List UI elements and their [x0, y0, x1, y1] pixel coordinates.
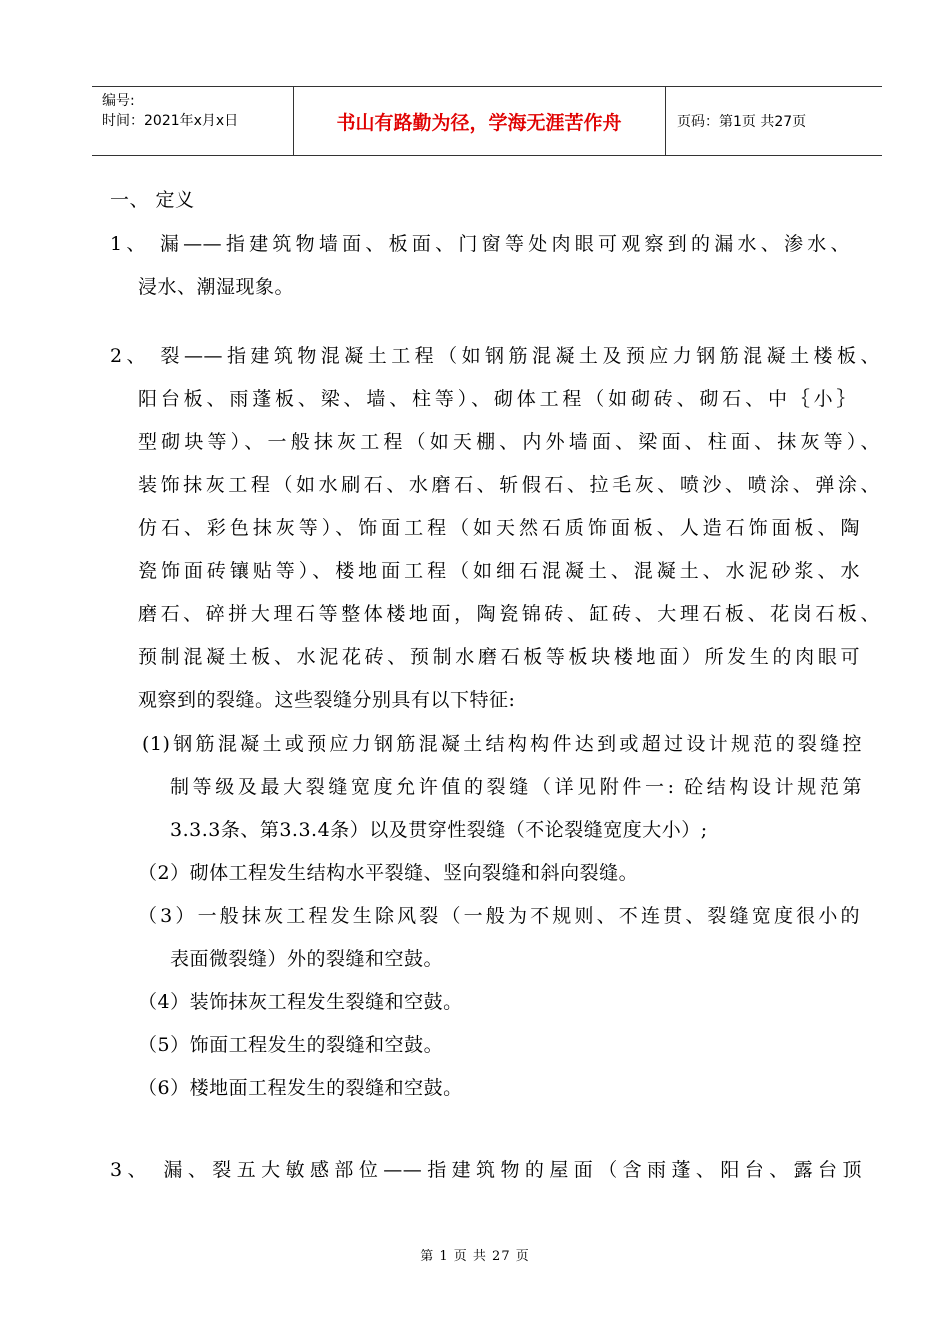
paragraph-line: 型砌块等）、一般抹灰工程（如天棚、内外墙面、梁面、柱面、抹灰等）、	[138, 431, 880, 453]
list-item: （4）装饰抹灰工程发生裂缝和空鼓。	[138, 991, 463, 1013]
list-item-line: 3.3.3条、第3.3.4条）以及贯穿性裂缝（不论裂缝宽度大小）;	[170, 819, 708, 841]
document-header	[92, 86, 882, 156]
paragraph-line: 2、 裂——指建筑物混凝土工程（如钢筋混凝土及预应力钢筋混凝土楼板、	[110, 345, 880, 367]
document-time-label: 时间：2021年x月x日	[102, 113, 239, 129]
paragraph-line: 3、 漏、裂五大敏感部位——指建筑物的屋面（含雨蓬、阳台、露台顶	[110, 1159, 862, 1181]
header-meta	[102, 91, 238, 131]
list-item-line: （3）一般抹灰工程发生除风裂（一般为不规则、不连贯、裂缝宽度很小的	[138, 905, 860, 927]
header-page-info: 页码：第1页 共27页	[677, 114, 807, 130]
list-item-line: 制等级及最大裂缝宽度允许值的裂缝（详见附件一: 砼结构设计规范第	[170, 776, 862, 798]
paragraph-line: 磨石、碎拼大理石等整体楼地面，陶瓷锦砖、缸砖、大理石板、花岗石板、	[138, 603, 880, 625]
page-footer: 第 1 页 共 27 页	[420, 1249, 530, 1264]
list-item: （6）楼地面工程发生的裂缝和空鼓。	[138, 1077, 463, 1099]
list-item: （5）饰面工程发生的裂缝和空鼓。	[138, 1034, 444, 1056]
paragraph-line: 阳台板、雨蓬板、梁、墙、柱等）、砌体工程（如砌砖、砌石、中｛小｝	[138, 388, 856, 410]
paragraph-line: 瓷饰面砖镶贴等）、楼地面工程（如细石混凝土、混凝土、水泥砂浆、水	[138, 560, 860, 582]
list-item-line: (1)钢筋混凝土或预应力钢筋混凝土结构构件达到或超过设计规范的裂缝控	[142, 733, 862, 755]
paragraph-line: 装饰抹灰工程（如水刷石、水磨石、斩假石、拉毛灰、喷沙、喷涂、弹涂、	[138, 474, 880, 496]
document-number-label: 编号:	[102, 93, 135, 109]
header-motto: 书山有路勤为径，学海无涯苦作舟	[336, 111, 622, 134]
paragraph-line: 观察到的裂缝。这些裂缝分别具有以下特征:	[138, 689, 516, 711]
paragraph-line: 预制混凝土板、水泥花砖、预制水磨石板等板块楼地面）所发生的肉眼可	[138, 646, 860, 668]
paragraph-line: 仿石、彩色抹灰等）、饰面工程（如天然石质饰面板、人造石饰面板、陶	[138, 517, 860, 539]
header-divider	[665, 87, 666, 155]
list-item: （2）砌体工程发生结构水平裂缝、竖向裂缝和斜向裂缝。	[138, 862, 639, 884]
section-heading: 一、 定义	[110, 189, 195, 211]
paragraph-line: 浸水、潮湿现象。	[138, 276, 295, 298]
paragraph-line: 1、 漏——指建筑物墙面、板面、门窗等处肉眼可观察到的漏水、渗水、	[110, 233, 850, 255]
list-item-line: 表面微裂缝）外的裂缝和空鼓。	[170, 948, 444, 970]
